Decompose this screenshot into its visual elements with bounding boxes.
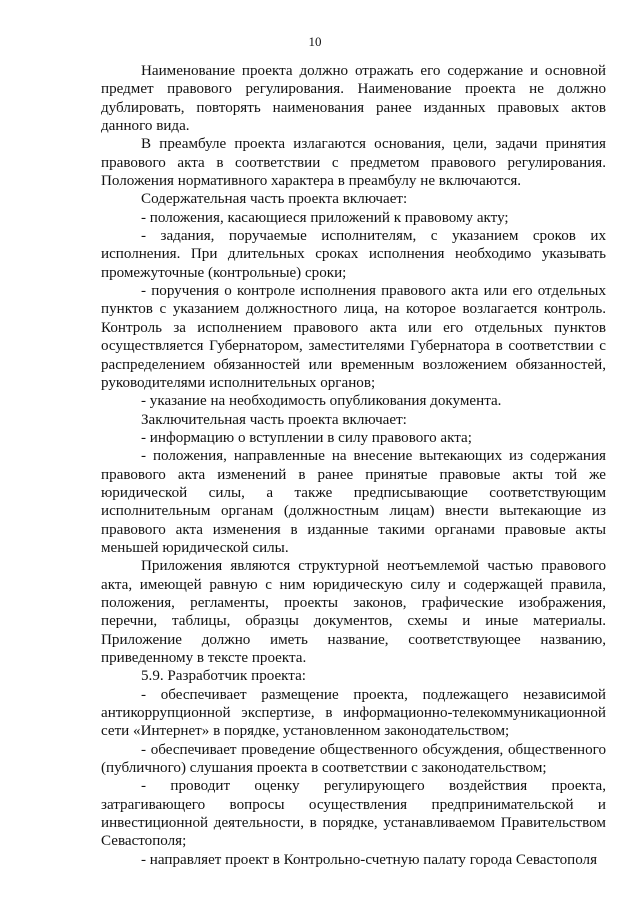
list-item-tasks: - задания, поручаемые исполнителям, с указанием сроков их исполнения. При длительных сроках исполнения необходимо указывать промежуточные (контрольные) сроки; <box>101 228 606 281</box>
list-item-entry-into-force: - информацию о вступлении в силу правового акта; <box>141 429 472 446</box>
paragraph-project-title: Наименование проекта должно отражать его содержание и основной предмет правового регулирования. Наименование проекта не должно дублировать, повторять наименования ранее изданных правовых актов данного вида. <box>101 63 606 135</box>
paragraph-content-part-heading: Содержательная часть проекта включает: <box>141 191 408 208</box>
list-item-appendices-provisions: - положения, касающиеся приложений к правовому акту; <box>141 209 509 226</box>
list-item-regulatory-impact: - проводит оценку регулирующего воздействия проекта, затрагивающего вопросы осуществления предпринимательской и инвестиционной деятельности, в порядке, устанавливаемом Правительством Севастополя; <box>101 778 606 850</box>
document-body <box>101 62 606 869</box>
section-heading-5-9: 5.9. Разработчик проекта: <box>141 668 306 685</box>
list-item-amendments: - положения, направленные на внесение вытекающих из содержания правового акта изменений в ранее принятые правовые акты той же юридической силы, а также предписывающие соответствующим исполнительным органам (должностным лицам) внести вытекающие из правового акта изменения в изданные такими органами правовые акты меньшей юридической силы. <box>101 448 606 556</box>
list-item-publication: - указание на необходимость опубликования документа. <box>141 393 502 410</box>
list-item-audit-chamber: - направляет проект в Контрольно-счетную палату города Севастополя <box>141 851 598 868</box>
paragraph-preamble: В преамбуле проекта излагаются основания, цели, задачи принятия правового акта в соответствии с предметом правового регулирования. Положения нормативного характера в преамбулу не включаются. <box>101 136 606 190</box>
list-item-public-discussion: - обеспечивает проведение общественного обсуждения, общественного (публичного) слушания проекта в соответствии с законодательством; <box>101 741 606 777</box>
list-item-anticorruption: - обеспечивает размещение проекта, подлежащего независимой антикоррупционной экспертизе, в информационно-телекоммуникационной сети «Интернет» в порядке, установленном законодательством; <box>101 686 606 740</box>
page-number: 10 <box>308 34 322 49</box>
paragraph-appendices: Приложения являются структурной неотъемлемой частью правового акта, имеющей равную с ним юридическую силу и содержащей правила, положения, регламенты, проекты законов, графические изображения, перечни, таблицы, образцы документов, схемы и иные материалы. Приложение должно иметь название, соответствующее названию, приведенному в тексте проекта. <box>101 558 606 666</box>
paragraph-final-part-heading: Заключительная часть проекта включает: <box>141 411 407 428</box>
list-item-control-orders: - поручения о контроле исполнения правового акта или его отдельных пунктов с указанием должностного лица, на которое возлагается контроль. Контроль за исполнением правового акта или его отдельных пунктов осуществляется Губернатором, заместителями Губернатора в соответствии с распределением обязанностей или временным возложением обязанностей, руководителями исполнительных органов; <box>101 283 606 391</box>
